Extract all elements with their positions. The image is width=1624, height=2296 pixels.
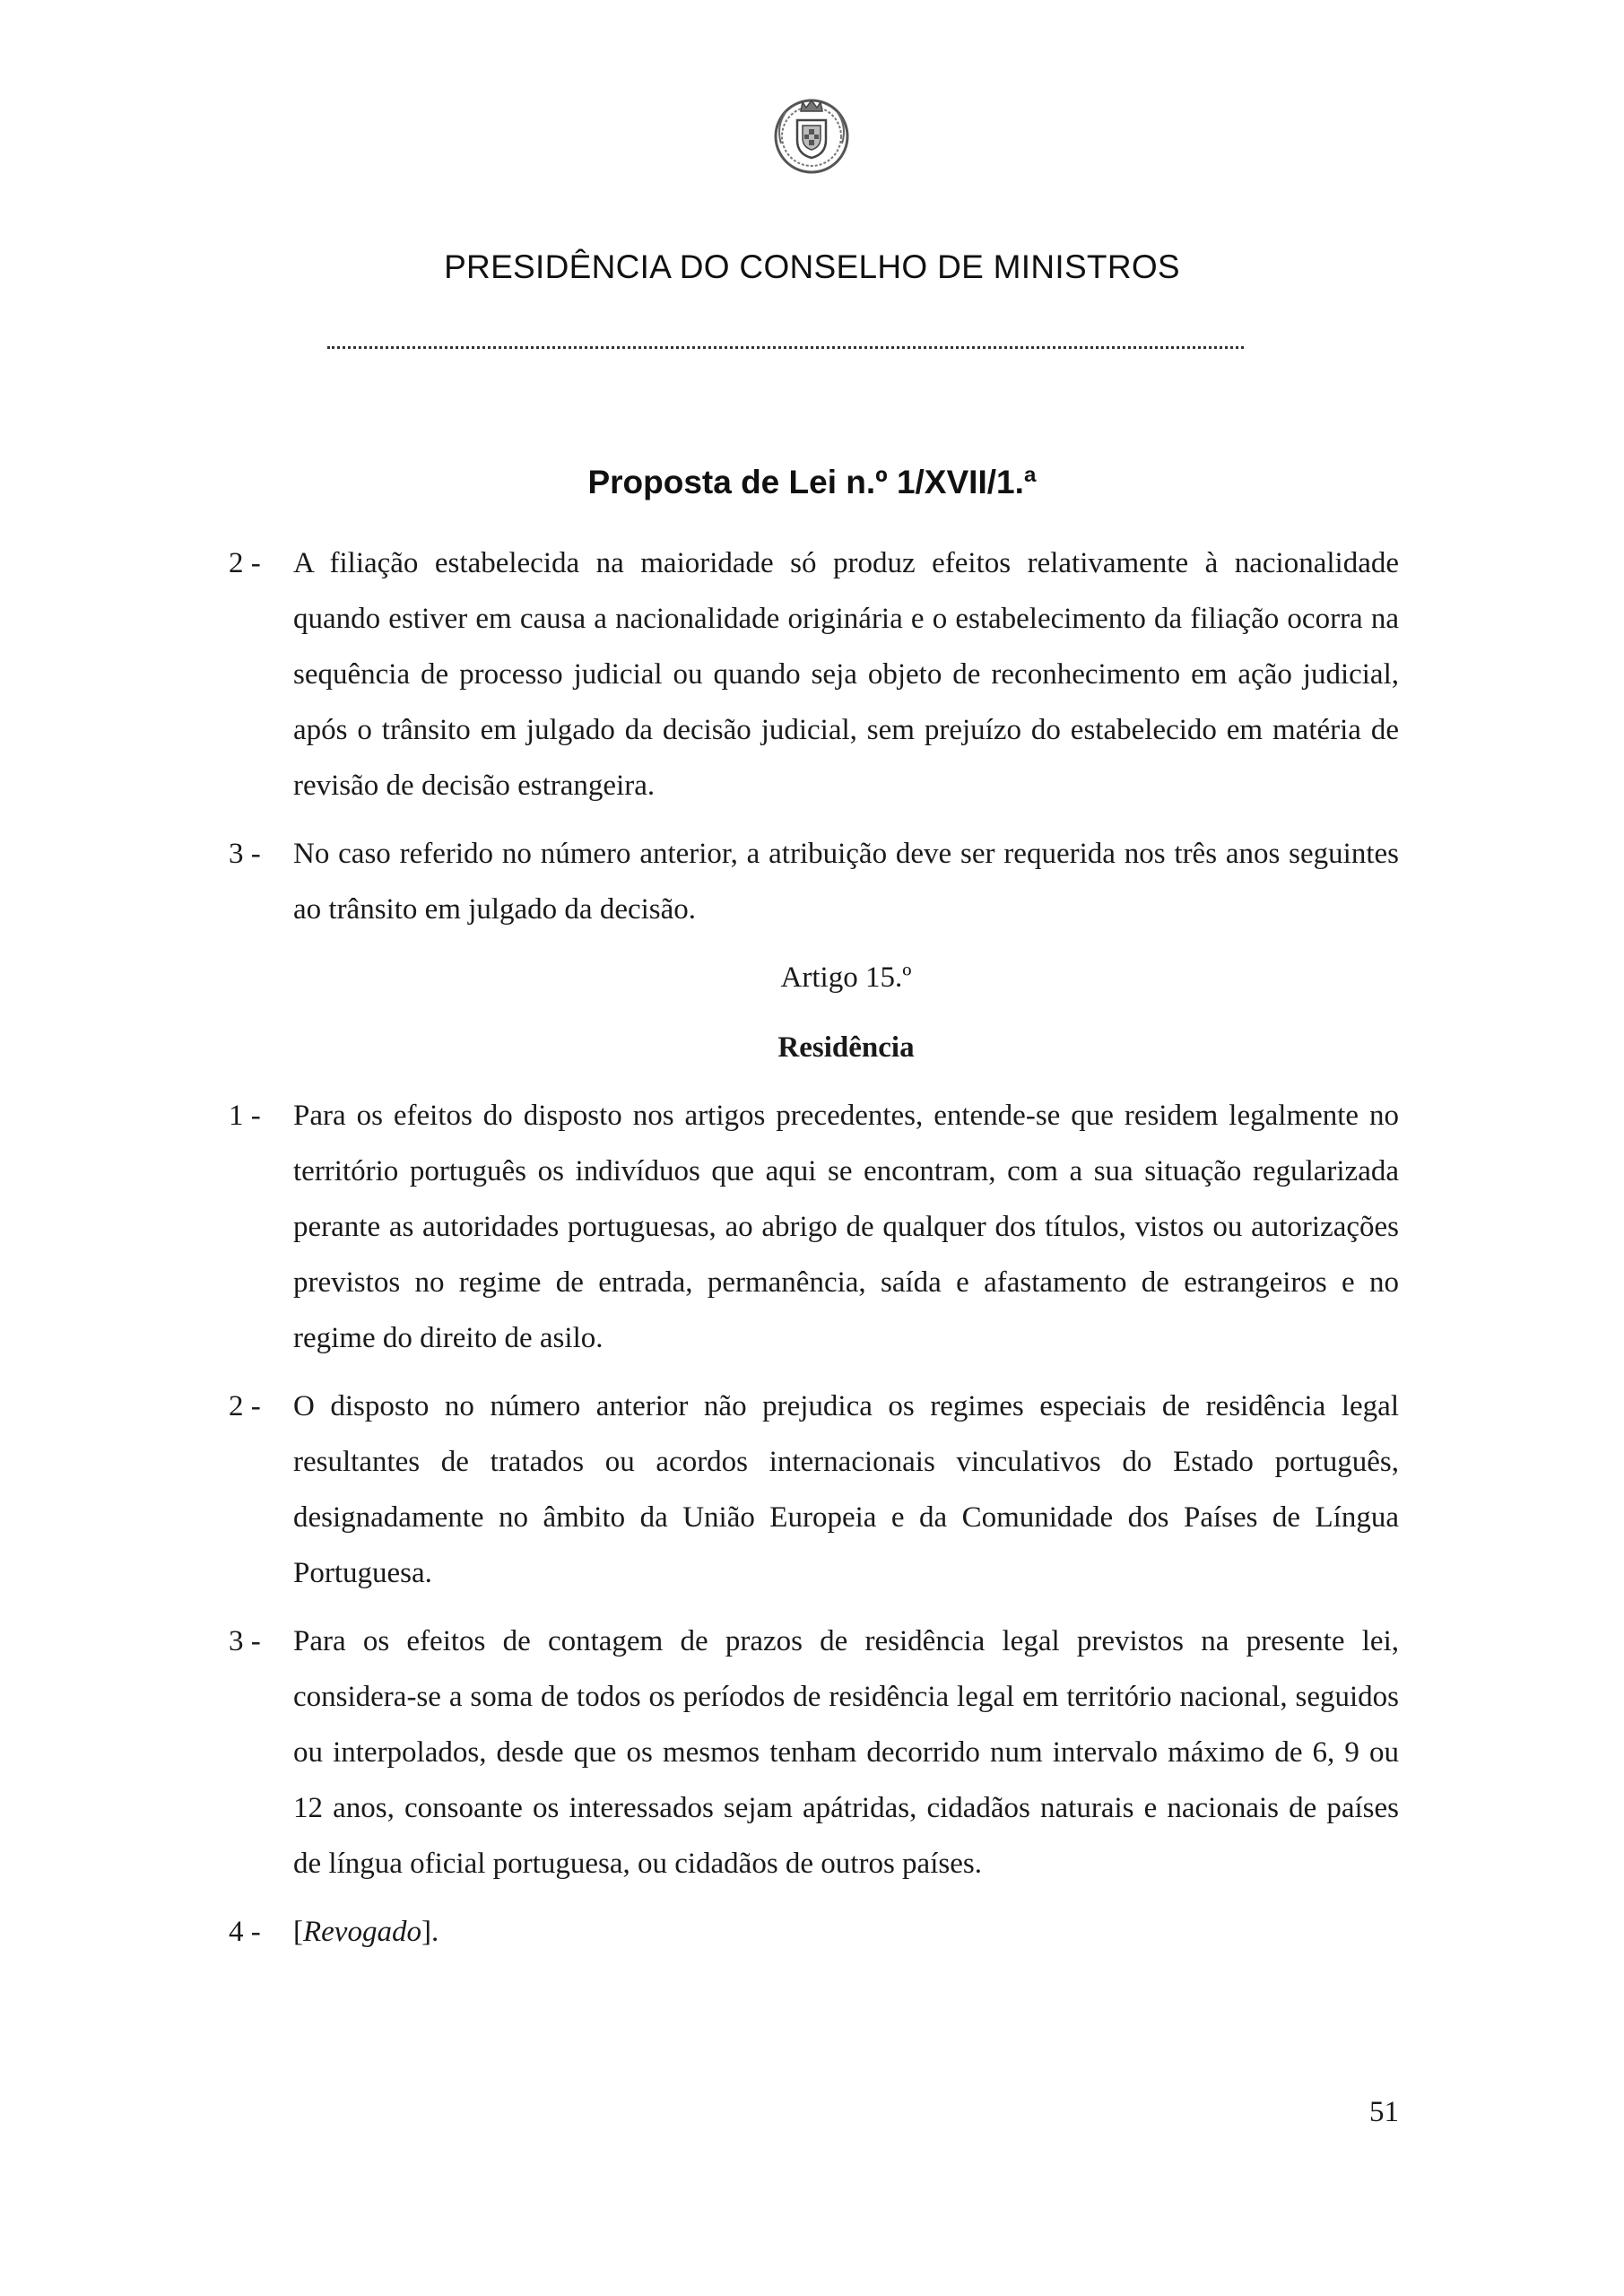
paragraph — [229, 826, 1399, 937]
paragraph — [229, 1378, 1399, 1601]
paragraph — [229, 1088, 1399, 1366]
paragraph-number: 1 - — [229, 1100, 261, 1132]
coat-of-arms-icon — [767, 90, 856, 179]
article-heading: Residência — [777, 1031, 915, 1064]
paragraph-text: No caso referido no número anterior, a atribuição deve ser requerida nos três anos seguintes ao trânsito em julgado da decisão. — [293, 838, 1399, 926]
bracket-open: [ — [293, 1916, 303, 1948]
document-body — [229, 535, 1399, 1972]
paragraph-text: A filiação estabelecida na maioridade só produz efeitos relativamente à nacionalidade quando estiver em causa a nacionalidade originária e o estabelecimento da filiação ocorra na sequência de processo judicial ou quando seja objeto de reconhecimento em ação judicial, após o trânsito em julgado da decisão judicial, sem prejuízo do estabelecido em matéria de revisão de decisão estrangeira. — [293, 547, 1399, 802]
paragraph-text — [293, 1904, 1399, 1960]
paragraph — [229, 1613, 1399, 1892]
organization-title: PRESIDÊNCIA DO CONSELHO DE MINISTROS — [444, 248, 1180, 285]
paragraph-revoked — [229, 1904, 1399, 1960]
paragraph-number: 4 - — [229, 1916, 261, 1948]
paragraph-text: O disposto no número anterior não prejudica os regimes especiais de residência legal resultantes de tratados ou acordos internacionais vinculativos do Estado português, designadamente no âmbito da União Europeia e da Comunidade dos Países de Língua Portuguesa. — [293, 1390, 1399, 1589]
paragraph-number: 3 - — [229, 838, 261, 870]
paragraph-number: 2 - — [229, 547, 261, 579]
paragraph-number: 3 - — [229, 1625, 261, 1657]
paragraph — [229, 535, 1399, 813]
document-title: Proposta de Lei n.º 1/XVII/1.ª — [587, 464, 1037, 500]
paragraph-number: 2 - — [229, 1390, 261, 1422]
article-number: Artigo 15.º — [780, 961, 912, 994]
header-separator — [327, 346, 1244, 349]
page-number: 51 — [1369, 2096, 1399, 2128]
paragraph-text: Para os efeitos de contagem de prazos de residência legal previstos na presente lei, considera-se a soma de todos os períodos de residência legal em território nacional, seguidos ou interpolados, desde que os mesmos tenham decorrido num intervalo máximo de 6, 9 ou 12 anos, consoante os interessados sejam apátridas, cidadãos naturais e nacionais de países de língua oficial portuguesa, ou cidadãos de outros países. — [293, 1625, 1399, 1880]
bracket-close: ]. — [421, 1916, 439, 1948]
revoked-word: Revogado — [303, 1916, 421, 1948]
paragraph-text: Para os efeitos do disposto nos artigos precedentes, entende-se que residem legalmente no território português os indivíduos que aqui se encontram, com a sua situação regularizada perante as autoridades portuguesas, ao abrigo de qualquer dos títulos, vistos ou autorizações previstos no regime de entrada, permanência, saída e afastamento de estrangeiros e no regime do direito de asilo. — [293, 1100, 1399, 1354]
